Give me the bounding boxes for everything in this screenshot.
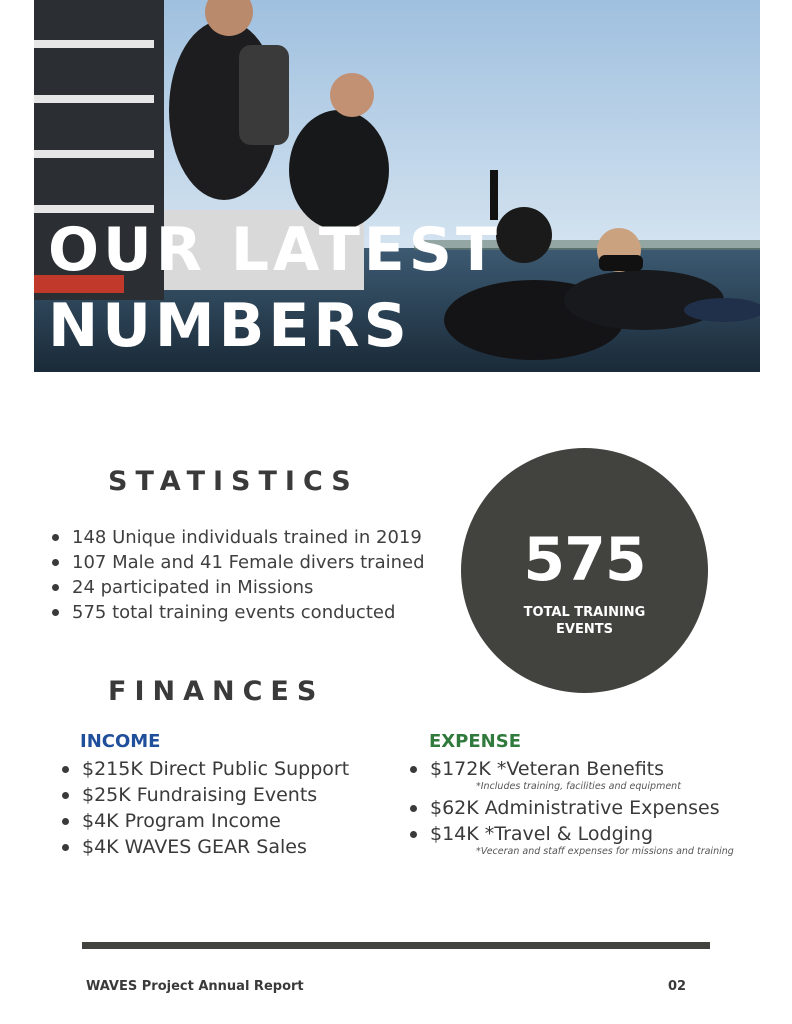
footer-report-title: WAVES Project Annual Report bbox=[86, 979, 304, 994]
statistics-list bbox=[50, 525, 425, 625]
list-item: $4K WAVES GEAR Sales bbox=[60, 834, 349, 860]
expense-text: $14K *Travel & Lodging bbox=[430, 823, 654, 845]
list-item: $215K Direct Public Support bbox=[60, 756, 349, 782]
statistics-heading: STATISTICS bbox=[108, 466, 359, 497]
list-item: 148 Unique individuals trained in 2019 bbox=[50, 525, 425, 550]
list-item: 107 Male and 41 Female divers trained bbox=[50, 550, 425, 575]
expense-heading: EXPENSE bbox=[429, 731, 521, 752]
list-item bbox=[408, 756, 734, 793]
finances-heading: FINANCES bbox=[108, 676, 325, 707]
footer-divider bbox=[82, 942, 710, 949]
page-number: 02 bbox=[668, 979, 687, 994]
training-events-label: TOTAL TRAINING EVENTS bbox=[523, 605, 646, 637]
expense-text: $172K *Veteran Benefits bbox=[430, 758, 665, 780]
title-line-2: NUMBERS bbox=[48, 291, 411, 361]
list-item: 24 participated in Missions bbox=[50, 575, 425, 600]
list-item: $4K Program Income bbox=[60, 808, 349, 834]
income-heading: INCOME bbox=[80, 731, 161, 752]
page-title bbox=[48, 212, 501, 364]
income-list bbox=[60, 756, 349, 860]
hero-photo bbox=[34, 0, 760, 372]
list-item: 575 total training events conducted bbox=[50, 600, 425, 625]
training-events-number: 575 bbox=[523, 525, 646, 595]
training-events-circle bbox=[461, 448, 708, 693]
expense-note: *Veceran and staff expenses for missions and training bbox=[476, 846, 734, 857]
expense-note: *Includes training, facilities and equipment bbox=[476, 781, 681, 792]
title-line-1: OUR LATEST bbox=[48, 215, 501, 285]
expense-list bbox=[408, 756, 734, 860]
list-item bbox=[408, 795, 734, 821]
list-item bbox=[408, 821, 734, 858]
list-item: $25K Fundraising Events bbox=[60, 782, 349, 808]
expense-text: $62K Administrative Expenses bbox=[430, 797, 720, 819]
